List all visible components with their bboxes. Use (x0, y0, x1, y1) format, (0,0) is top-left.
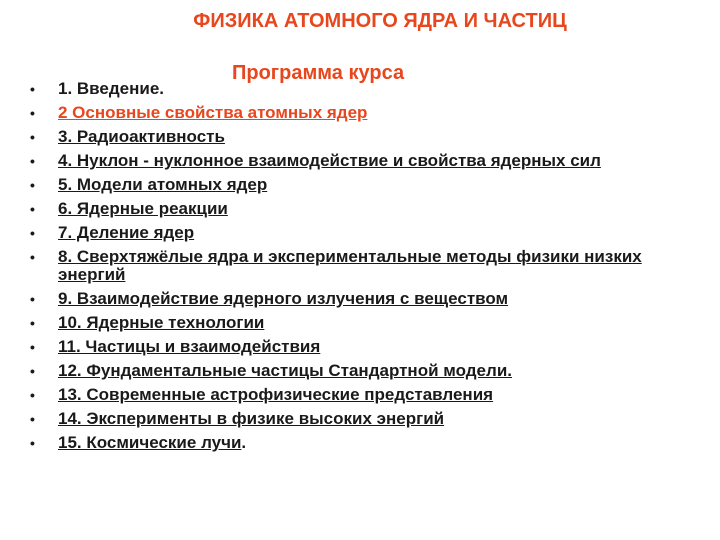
bullet-icon: • (30, 177, 35, 193)
course-topics-list (30, 80, 690, 458)
list-item[interactable] (30, 362, 690, 380)
list-item-link[interactable]: 7. Деление ядер (58, 223, 195, 242)
list-item[interactable] (30, 224, 690, 242)
list-item[interactable] (30, 80, 690, 98)
page-title: ФИЗИКА АТОМНОГО ЯДРА И ЧАСТИЦ (193, 10, 567, 32)
bullet-icon: • (30, 363, 35, 379)
list-item[interactable] (30, 314, 690, 332)
list-item[interactable] (30, 338, 690, 356)
list-item[interactable] (30, 434, 690, 452)
list-item-link[interactable]: 6. Ядерные реакции (58, 199, 228, 218)
list-item-link[interactable]: 11. Частицы и взаимодействия (58, 337, 321, 356)
bullet-icon: • (30, 201, 35, 217)
bullet-icon: • (30, 81, 35, 97)
list-item[interactable] (30, 410, 690, 428)
list-item[interactable] (30, 290, 690, 308)
list-item[interactable] (30, 386, 690, 404)
bullet-icon: • (30, 129, 35, 145)
bullet-icon: • (30, 291, 35, 307)
list-item-link[interactable]: 5. Модели атомных ядер (58, 175, 268, 194)
list-item-link[interactable]: 3. Радиоактивность (58, 127, 225, 146)
list-item-link[interactable]: 10. Ядерные технологии (58, 313, 265, 332)
list-item[interactable] (30, 248, 690, 284)
list-item-link[interactable]: 15. Космические лучи (58, 433, 242, 452)
list-item-link[interactable]: 4. Нуклон - нуклонное взаимодействие и свойства ядерных сил (58, 151, 601, 170)
list-item[interactable] (30, 128, 690, 146)
list-item-link[interactable]: 14. Эксперименты в физике высоких энергий (58, 409, 445, 428)
bullet-icon: • (30, 153, 35, 169)
list-item-link[interactable]: 12. Фундаментальные частицы Стандартной модели. (58, 361, 512, 380)
list-item-link[interactable]: 2 Основные свойства атомных ядер (58, 103, 368, 122)
list-item[interactable] (30, 104, 690, 122)
bullet-icon: • (30, 339, 35, 355)
bullet-icon: • (30, 315, 35, 331)
list-item-link[interactable]: 9. Взаимодействие ядерного излучения с веществом (58, 289, 509, 308)
list-item-label[interactable]: 1. Введение. (58, 79, 165, 98)
list-item-link[interactable]: 8. Сверхтяжёлые ядра и экспериментальные методы физики низких энергий (58, 247, 642, 284)
bullet-icon: • (30, 249, 35, 265)
list-item[interactable] (30, 152, 690, 170)
bullet-icon: • (30, 411, 35, 427)
bullet-icon: • (30, 435, 35, 451)
bullet-icon: • (30, 387, 35, 403)
bullet-icon: • (30, 105, 35, 121)
page-subtitle: Программа курса (232, 62, 405, 84)
bullet-icon: • (30, 225, 35, 241)
list-item[interactable] (30, 176, 690, 194)
list-item[interactable] (30, 200, 690, 218)
list-item-link[interactable]: 13. Современные астрофизические представления (58, 385, 494, 404)
list-item-tail: . (241, 433, 247, 452)
